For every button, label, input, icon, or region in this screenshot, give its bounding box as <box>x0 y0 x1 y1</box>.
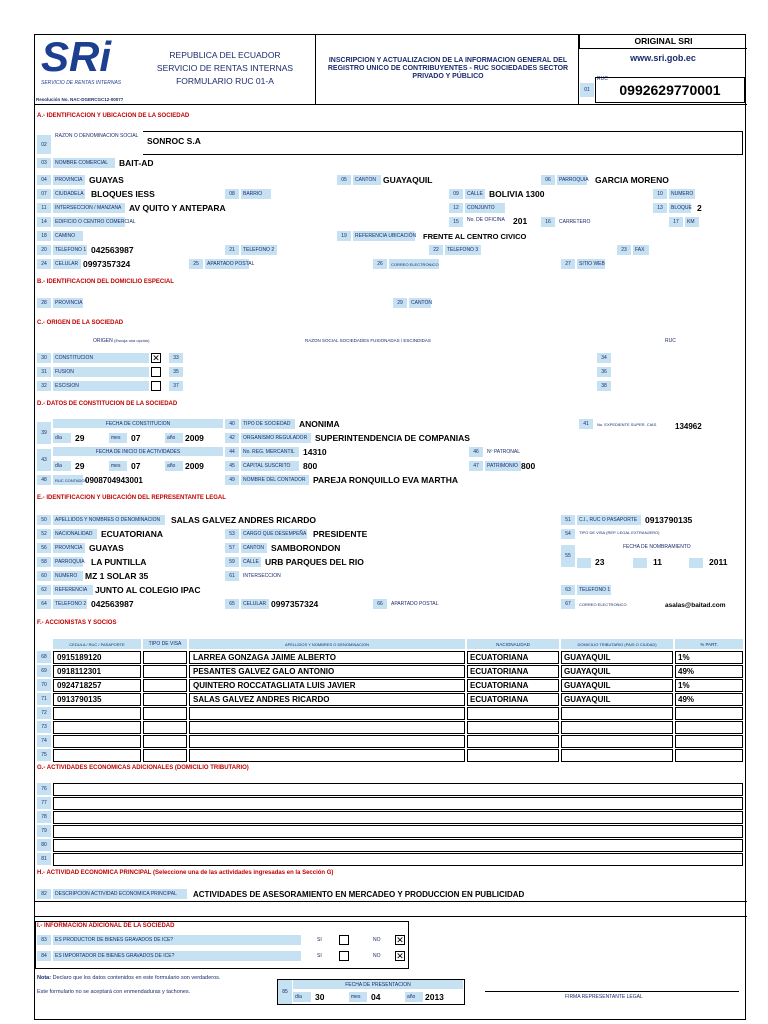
row-number: 75 <box>37 749 51 761</box>
row-number: 81 <box>37 853 51 865</box>
row-ci <box>53 707 141 720</box>
actividad-field[interactable] <box>53 811 743 824</box>
row-visa <box>143 707 187 720</box>
b-provincia-label: PROVINCIA <box>55 300 83 306</box>
section-f-title: F.- ACCIONISTAS Y SOCIOS <box>37 620 117 626</box>
fecha-presentacion-header: FECHA DE PRESENTACION <box>293 980 463 989</box>
ciudadela-label: CIUDADELA <box>55 191 84 197</box>
actividad-field[interactable] <box>53 853 743 866</box>
row-ci: 0918112301 <box>53 665 141 678</box>
fecha-nombramiento-header: FECHA DE NOMBRAMIENTO <box>623 544 691 550</box>
row-ci: 0924718257 <box>53 679 141 692</box>
row-ci <box>53 735 141 748</box>
importador-si-label: SI <box>317 953 322 959</box>
row-nacionalidad <box>467 735 559 748</box>
f-visa-header: TIPO DE VISA <box>143 639 187 649</box>
numero-label: NUMERO <box>671 191 694 197</box>
row-visa <box>143 735 187 748</box>
provincia-value: GUAYAS <box>89 175 124 185</box>
nota-bold: Nota: <box>37 975 52 981</box>
patronal-label: Nº PATRONAL <box>487 449 521 455</box>
rep-cargo-value: PRESIDENTE <box>313 529 368 539</box>
rep-correo-value: asalas@baitad.com <box>665 601 726 609</box>
section-g-title: G.- ACTIVIDADES ECONOMICAS ADICIONALES (DOMICILIO TRIBUTARIO) <box>37 765 249 771</box>
productor-si-label: SI <box>317 937 322 943</box>
rep-ci-value: 0913790135 <box>645 515 693 525</box>
row-number: 70 <box>37 679 51 691</box>
row-ci <box>53 721 141 734</box>
rep-correo-label: CORREO ELECTRONICO <box>579 601 627 607</box>
f-nacionalidad-header: NACIONALIDAD <box>467 639 559 649</box>
actividad-principal-value: ACTIVIDADES DE ASESORAMIENTO EN MERCADEO Y PRODUCCION EN PUBLICIDAD <box>193 889 525 899</box>
correo-label: CORREO ELECTRONICO <box>389 259 439 269</box>
provincia-label: PROVINCIA <box>53 175 85 185</box>
inicio-anio: 2009 <box>185 461 204 471</box>
tipo-sociedad-label: TIPO DE SOCIEDAD <box>241 419 295 429</box>
parroquia-value: GARCIA MORENO <box>595 175 669 185</box>
escision-checkbox[interactable] <box>151 381 161 391</box>
origen-hint: (Escoja una opción) <box>114 338 150 343</box>
camino-label: CAMINO <box>53 231 83 241</box>
origen-label <box>93 338 149 344</box>
nota-text: Declaro que los datos contenidos en este formulario son verdaderos. <box>51 975 221 981</box>
nombre-comercial-value: BAIT-AD <box>119 158 154 168</box>
row-domicilio <box>561 721 673 734</box>
fp-mes-label: mes <box>349 992 367 1002</box>
referencia-label: REFERENCIA UBICACIÓN <box>355 233 417 239</box>
row-visa <box>143 665 187 678</box>
interseccion-label: INTERSECCION / MANZANA <box>53 203 125 213</box>
reg-mercantil-label: No. REG. MERCANTIL <box>241 447 299 457</box>
f-ci-header: CEDULA / RUC / PASAPORTE <box>53 639 141 649</box>
origen-text: ORIGEN <box>93 338 113 344</box>
sri-logo-sub: SERVICIO DE RENTAS INTERNAS <box>41 80 122 86</box>
rep-canton-label: CANTON <box>241 543 267 553</box>
row-pct <box>675 735 743 748</box>
oficina-value: 201 <box>513 216 528 226</box>
row-nombre <box>189 721 465 734</box>
rep-parroquia-label: PARROQUIA <box>55 559 85 565</box>
telefono1-label: TELEFONO 1 <box>55 247 87 253</box>
interseccion-value: AV QUITO Y ANTEPARA <box>129 203 226 213</box>
row-nombre <box>189 749 465 762</box>
patrimonio-label: PATRIMONIO <box>485 461 521 471</box>
row-nacionalidad: ECUATORIANA <box>467 665 559 678</box>
b-canton-label: CANTON <box>411 300 433 306</box>
row-number: 71 <box>37 693 51 705</box>
section-a-title: A.- IDENTIFICACION Y UBICACION DE LA SOCIEDAD <box>37 113 190 119</box>
row-nombre: SALAS GALVEZ ANDRES RICARDO <box>189 693 465 706</box>
fp-dia-value: 30 <box>315 992 325 1002</box>
republic-label: REPUBLICA DEL ECUADOR <box>169 50 281 60</box>
nombre-comercial-label: NOMBRE COMERCIAL <box>53 158 115 168</box>
row-number: 68 <box>37 651 51 663</box>
actividad-field[interactable] <box>53 797 743 810</box>
form-page: SRi SERVICIO DE RENTAS INTERNAS Resolución No. NAC-DGERCGC12-00077 REPUBLICA DEL ECUADOR SERVICIO DE RENTAS INTERNAS FORMULARIO RUC 01-A INSCRIPCION Y ACTUALIZACION DE LA INFORMACION GENERAL DEL REGISTRO UNICO DE CONTRIBUYENTES - RUC SOCIEDADES SECTOR PRIVADO Y PÚBLICO ORIGINAL SRI www.sri.gob.ec RUC 01 0992629770001 A.- IDENTIFICACION Y UBICACION DE LA SOCIEDAD 02 RAZON O DENOMINACION SOCIAL SONROC S.A 03 NOMBRE COMERCIAL BAIT-AD 04 PROVINCIA GUAYAS 05 CANTON GUAYAQUIL 06 PARROQUIA GARCIA MORENO 07 CIUDADELA BLOQUES IESS 08 BARRIO 09 CALLE BOLIVIA 1300 10 NUMERO 11 INTERSECCION / MANZANA AV QUITO Y ANTEPARA 12 CONJUNTO 13 BLOQUE 2 14 EDIFICIO O CENTRO COMERCIAL 15 No. DE OFICINA 201 16 CARRETERO 17 KM 18 CAMINO 19 REFERENCIA UBICACIÓN FRENTE AL CENTRO CIVICO 20 TELEFONO 1 042563987 21 TELEFONO 2 22 TELEFONO 3 23 FAX 24 CELULAR 0997357324 25 APARTADO POSTAL 26 CORREO ELECTRONICO 27 SITIO WEB B.- IDENTIFICACION DEL DOMICILIO ESPECIAL 28 PROVINCIA 29 CANTON C.- ORIGEN DE LA SOCIEDAD ORIGEN (Escoja una opción) RAZON SOCIAL SOCIEDADES FUSIONADAS / ESCINDIDAS RUC 30 CONSTITUCION ✕ 33 34 31 FUSION 35 36 32 ESCISION 37 38 D.- DATOS DE CONSTITUCION DE LA SOCIEDAD FECHA DE CONSTITUCION 39 día 29 mes 07 año 2009 40 TIPO DE SOCIEDAD ANONIMA 41 No. EXPEDIENTE SUPER. CIAS. 134962 42 ORGANISMO REGULADOR SUPERINTENDENCIA DE COMPANIAS FECHA DE INICIO DE ACTIVIDADES 43 día 29 mes 07 año 2009 44 No. REG. MERCANTIL 14310 46 Nº PATRONAL 45 CAPITAL SUSCRITO 800 47 PATRIMONIO 800 48 RUC CONTADOR 0908704943001 49 NOMBRE DEL CONTADOR PAREJA RONQUILLO EVA MARTHA E.- IDENTIFICACION Y UBICACIÓN DEL REPRESENTANTE LEGAL 50 APELLIDOS Y NOMBRES O DENOMINACION SALAS GALVEZ ANDRES RICARDO 51 C.I., RUC O PASAPORTE 0913790135 52 NACIONALIDAD ECUATORIANA 53 CARGO QUE DESEMPEÑA PRESIDENTE 54 TIPO DE VISA (REP. LEGAL EXTRANJERO) 56 PROVINCIA GUAYAS 57 CANTON SAMBORONDON 55 FECHA DE NOMBRAMIENTO 58 PARROQUIA LA PUNTILLA 59 CALLE URB PARQUES DEL RIO 23 11 2011 60 NUMERO MZ 1 SOLAR 35 61 INTERSECCION 62 REFERENCIA JUNTO AL COLEGIO IPAC 63 TELEFONO 1 64 TELEFONO 2 042563987 65 CELULAR 0997357324 66 APARTADO POSTAL 67 CORREO ELECTRONICO asalas@baitad.com F.- ACCIONISTAS Y SOCIOS CEDULA / RUC / PASAPORTE TIPO DE VISA APELLIDOS Y NOMBRES O DENOMINACION NACIONALIDAD DOMICILIO TRIBUTARIO (PAIS O CIUDAD) % PART. 68 0915189120 LARREA GONZAGA JAIME ALBERTO ECUATORIANA GUAYAQUIL 1% 69 0918112301 PESANTES GALVEZ GALO ANTONIO ECUATORIANA GUAYAQUIL 49% 70 0924718257 QUINTERO ROCCATAGLIATA LUIS JAVIER ECUATORIANA GUAYAQUIL 1% 71 0913790135 SALAS GALVEZ ANDRES RICARDO ECUATORIANA GUAYAQUIL 49% 72 73 74 75 G.- ACTIVIDADES ECONOMICAS ADICIONALES (DOMICILIO TRIBUTARIO) 76 77 78 79 80 81 H.- ACTIVIDAD ECONOMICA PRINCIPAL (Seleccione una de las actividades ingresadas en la Sección G) 82 DESCRIPCION ACTIVIDAD ECONOMICA PRINCIPAL ACTIVIDADES DE ASESORAMIENTO EN MERCADEO Y PRODUCCION EN PUBLICIDAD I.- INFORMACION ADICIONAL DE LA SOCIEDAD 83 ES PRODUCTOR DE BIENES GRAVADOS DE ICE? SI NO ✕ 84 ES IMPORTADOR DE BIENES GRAVADOS DE ICE? SI NO ✕ Nota: Declaro que los datos contenidos en este formulario son verdaderos. Este formulario no se aceptará con enmendaduras y tachones. 85 FECHA DE PRESENTACION día 30 mes 04 año 2013 FIRMA REPRESENTANTE LEGAL <box>34 34 746 1020</box>
productor-si-checkbox[interactable] <box>339 935 349 945</box>
nota-declaracion <box>37 975 227 982</box>
row-number: 77 <box>37 797 51 809</box>
rep-celular-value: 0997357324 <box>271 599 319 609</box>
tipo-sociedad-value: ANONIMA <box>299 419 340 429</box>
row-nacionalidad: ECUATORIANA <box>467 693 559 706</box>
actividad-field[interactable] <box>53 783 743 796</box>
razon-fusion-header: RAZON SOCIAL SOCIEDADES FUSIONADAS / ESCINDIDAS <box>305 338 431 343</box>
f-nombre-header: APELLIDOS Y NOMBRES O DENOMINACION <box>189 639 465 649</box>
edificio-label: EDIFICIO O CENTRO COMERCIAL <box>55 219 136 225</box>
row-pct: 49% <box>675 665 743 678</box>
rep-canton-value: SAMBORONDON <box>271 543 341 553</box>
section-c-title: C.- ORIGEN DE LA SOCIEDAD <box>37 320 124 326</box>
inicio-dia: 29 <box>75 461 85 471</box>
fusion-checkbox[interactable] <box>151 367 161 377</box>
row-number: 80 <box>37 839 51 851</box>
importador-ice-label: ES IMPORTADOR DE BIENES GRAVADOS DE ICE? <box>53 951 301 961</box>
productor-no-checkbox[interactable]: ✕ <box>396 935 404 945</box>
row-domicilio: GUAYAQUIL <box>561 665 673 678</box>
fax-label: FAX <box>633 245 649 255</box>
ciudadela-value: BLOQUES IESS <box>91 189 155 199</box>
mes-label-2: mes <box>109 461 127 471</box>
rep-nombre-label: APELLIDOS Y NOMBRES O DENOMINACION <box>53 515 165 525</box>
actividad-field[interactable] <box>53 839 743 852</box>
f-domicilio-header: DOMICILIO TRIBUTARIO (PAIS O CIUDAD) <box>561 639 673 649</box>
parroquia-label: PARROQUIA <box>559 177 589 183</box>
row-pct: 1% <box>675 679 743 692</box>
mes-label: mes <box>109 433 127 443</box>
calle-label: CALLE <box>465 189 485 199</box>
row-nombre: PESANTES GALVEZ GALO ANTONIO <box>189 665 465 678</box>
row-visa <box>143 721 187 734</box>
row-domicilio: GUAYAQUIL <box>561 679 673 692</box>
celular-value: 0997357324 <box>83 259 131 269</box>
row-visa <box>143 651 187 664</box>
importador-no-label: NO <box>373 953 381 959</box>
rep-cargo-label: CARGO QUE DESEMPEÑA <box>243 531 307 537</box>
fecha-inicio-header: FECHA DE INICIO DE ACTIVIDADES <box>53 447 223 456</box>
row-pct <box>675 721 743 734</box>
ruc-contador-value: 0908704943001 <box>85 475 143 485</box>
rep-numero-label: NUMERO <box>53 571 83 581</box>
row-nacionalidad: ECUATORIANA <box>467 651 559 664</box>
nota-enmendaduras: Este formulario no se aceptará con enmendaduras y tachones. <box>37 989 191 995</box>
rep-parroquia-value: LA PUNTILLA <box>91 557 147 567</box>
productor-ice-label: ES PRODUCTOR DE BIENES GRAVADOS DE ICE? <box>53 935 301 945</box>
expediente-label: No. EXPEDIENTE SUPER. CIAS. <box>597 421 658 427</box>
apartado-label: APARTADO POSTAL <box>207 261 255 267</box>
sri-logo <box>35 35 135 95</box>
importador-si-checkbox[interactable] <box>339 951 349 961</box>
barrio-label: BARRIO <box>241 189 271 199</box>
sri-logo-text: SRi <box>41 33 112 80</box>
conjunto-label: CONJUNTO <box>465 203 505 213</box>
inicio-mes: 07 <box>131 461 141 471</box>
rep-telefono1-label: TELEFONO 1 <box>579 587 611 593</box>
sitio-web-label: SITIO WEB <box>579 261 605 267</box>
rep-telefono2-value: 042563987 <box>91 599 134 609</box>
rep-mes-label <box>633 558 647 568</box>
row-visa <box>143 693 187 706</box>
row-domicilio: GUAYAQUIL <box>561 651 673 664</box>
row-nacionalidad: ECUATORIANA <box>467 679 559 692</box>
escision-label: ESCISION <box>53 381 149 391</box>
rep-numero-value: MZ 1 SOLAR 35 <box>85 571 149 581</box>
rep-apartado-label: APARTADO POSTAL <box>391 601 439 607</box>
row-nacionalidad <box>467 721 559 734</box>
reg-mercantil-value: 14310 <box>303 447 327 457</box>
patrimonio-value: 800 <box>521 461 536 471</box>
rep-calle-label: CALLE <box>241 557 261 567</box>
row-ci: 0913790135 <box>53 693 141 706</box>
fusion-label: FUSION <box>53 367 149 377</box>
section-e-title: E.- IDENTIFICACION Y UBICACIÓN DEL REPRESENTANTE LEGAL <box>37 495 226 501</box>
actividad-principal-label: DESCRIPCION ACTIVIDAD ECONOMICA PRINCIPAL <box>53 889 187 899</box>
contador-label: NOMBRE DEL CONTADOR <box>241 475 309 485</box>
section-h-title: H.- ACTIVIDAD ECONOMICA PRINCIPAL (Seleccione una de las actividades ingresadas en la Sección G) <box>37 870 334 876</box>
oficina-label: No. DE OFICINA <box>467 217 505 223</box>
header-titles <box>135 49 315 88</box>
row-ci <box>53 749 141 762</box>
capital-value: 800 <box>303 461 318 471</box>
telefono1-value: 042563987 <box>91 245 134 255</box>
row-nacionalidad <box>467 707 559 720</box>
form-number: FORMULARIO RUC 01-A <box>176 76 274 86</box>
firma-label: FIRMA REPRESENTANTE LEGAL <box>565 994 643 1000</box>
fp-dia-label: día <box>293 992 311 1002</box>
bloque-value: 2 <box>697 203 702 213</box>
row-visa <box>143 749 187 762</box>
calle-value: BOLIVIA 1300 <box>489 189 545 199</box>
referencia-value: FRENTE AL CENTRO CIVICO <box>423 231 527 241</box>
row-number: 74 <box>37 735 51 747</box>
rep-nacionalidad-value: ECUATORIANA <box>101 529 164 539</box>
fecha-constitucion-header: FECHA DE CONSTITUCION <box>53 419 223 428</box>
rep-nombre-value: SALAS GALVEZ ANDRES RICARDO <box>171 515 316 525</box>
constitucion-anio: 2009 <box>185 433 204 443</box>
ruc-fusion-header: RUC <box>665 338 676 344</box>
organismo-label: ORGANISMO REGULADOR <box>241 433 311 443</box>
row-pct: 1% <box>675 651 743 664</box>
row-number: 69 <box>37 665 51 677</box>
row-nombre: QUINTERO ROCCATAGLIATA LUIS JAVIER <box>189 679 465 692</box>
rep-anio-label <box>689 558 703 568</box>
productor-no-label: NO <box>373 937 381 943</box>
expediente-value: 134962 <box>675 421 702 431</box>
row-domicilio <box>561 749 673 762</box>
constitucion-dia: 29 <box>75 433 85 443</box>
rep-referencia-value: JUNTO AL COLEGIO IPAC <box>95 585 201 595</box>
rep-celular-label: CELULAR <box>241 599 269 609</box>
canton-value: GUAYAQUIL <box>383 175 433 185</box>
row-number: 79 <box>37 825 51 837</box>
rep-provincia-label: PROVINCIA <box>53 543 85 553</box>
form-title: INSCRIPCION Y ACTUALIZACION DE LA INFORMACION GENERAL DEL REGISTRO UNICO DE CONTRIBUYENTES - RUC SOCIEDADES SECTOR PRIVADO Y PÚBLICO <box>327 57 569 80</box>
row-nombre <box>189 735 465 748</box>
telefono2-label: TELEFONO 2 <box>241 245 277 255</box>
dia-label-2: día <box>53 461 71 471</box>
row-visa <box>143 679 187 692</box>
telefono3-label: TELEFONO 3 <box>445 245 481 255</box>
rep-calle-value: URB PARQUES DEL RIO <box>265 557 364 567</box>
row-number: 76 <box>37 783 51 795</box>
row-pct <box>675 707 743 720</box>
constitucion-label: CONSTITUCION <box>53 353 149 363</box>
sri-label: SERVICIO DE RENTAS INTERNAS <box>156 63 294 73</box>
rep-provincia-value: GUAYAS <box>89 543 124 553</box>
row-domicilio <box>561 707 673 720</box>
rep-nacionalidad-label: NACIONALIDAD <box>53 529 97 539</box>
original-label: ORIGINAL SRI <box>579 35 747 49</box>
signature-line <box>485 991 739 992</box>
constitucion-mes: 07 <box>131 433 141 443</box>
organismo-value: SUPERINTENDENCIA DE COMPANIAS <box>315 433 470 443</box>
row-ci: 0915189120 <box>53 651 141 664</box>
capital-label: CAPITAL SUSCRITO <box>241 461 299 471</box>
razon-social-value: SONROC S.A <box>147 136 201 146</box>
row-domicilio <box>561 735 673 748</box>
constitucion-checkbox[interactable]: ✕ <box>152 353 160 363</box>
row-pct <box>675 749 743 762</box>
canton-label: CANTON <box>353 175 381 185</box>
km-label: KM <box>685 217 699 227</box>
rep-nombramiento-mes: 11 <box>653 557 662 567</box>
section-i-title: I.- INFORMACION ADICIONAL DE LA SOCIEDAD <box>37 923 175 929</box>
carretero-label: CARRETERO <box>559 219 591 225</box>
row-number: 72 <box>37 707 51 719</box>
row-nacionalidad <box>467 749 559 762</box>
anio-label: año <box>165 433 183 443</box>
actividad-field[interactable] <box>53 825 743 838</box>
section-d-title: D.- DATOS DE CONSTITUCION DE LA SOCIEDAD <box>37 401 178 407</box>
celular-label: CELULAR <box>53 259 81 269</box>
rep-visa-label: TIPO DE VISA (REP. LEGAL EXTRANJERO) <box>579 529 660 535</box>
dia-label: día <box>53 433 71 443</box>
rep-nombramiento-dia: 23 <box>595 557 605 567</box>
ruc-label: RUC <box>597 76 608 82</box>
razon-social-label: RAZON O DENOMINACION SOCIAL <box>55 132 139 139</box>
contador-value: PAREJA RONQUILLO EVA MARTHA <box>313 475 458 485</box>
anio-label-2: año <box>165 461 183 471</box>
ruc-value: 0992629770001 <box>595 77 745 103</box>
row-number: 73 <box>37 721 51 733</box>
bloque-label: BLOQUE <box>671 205 692 211</box>
row-pct: 49% <box>675 693 743 706</box>
resolution: Resolución No. NAC-DGERCGC12-00077 <box>36 97 124 102</box>
f-pct-header: % PART. <box>675 639 743 649</box>
ruc-field-number: 01 <box>580 83 594 97</box>
rep-referencia-label: REFERENCIA <box>53 585 93 595</box>
rep-ci-label: C.I., RUC O PASAPORTE <box>577 515 641 525</box>
ruc-contador-label: RUC CONTADOR <box>53 475 83 485</box>
row-number: 78 <box>37 811 51 823</box>
row-domicilio: GUAYAQUIL <box>561 693 673 706</box>
sri-website: www.sri.gob.ec <box>630 53 696 63</box>
fp-anio-value: 2013 <box>425 992 444 1002</box>
fp-mes-value: 04 <box>371 992 381 1002</box>
rep-nombramiento-anio: 2011 <box>709 557 728 567</box>
fp-anio-label: año <box>405 992 423 1002</box>
row-nombre: LARREA GONZAGA JAIME ALBERTO <box>189 651 465 664</box>
rep-dia-label <box>577 558 591 568</box>
rep-interseccion-label: INTERSECCION <box>243 573 281 579</box>
rep-telefono2-label: TELEFONO 2 <box>55 601 87 607</box>
row-nombre <box>189 707 465 720</box>
importador-no-checkbox[interactable]: ✕ <box>396 951 404 961</box>
section-b-title: B.- IDENTIFICACION DEL DOMICILIO ESPECIAL <box>37 279 174 285</box>
